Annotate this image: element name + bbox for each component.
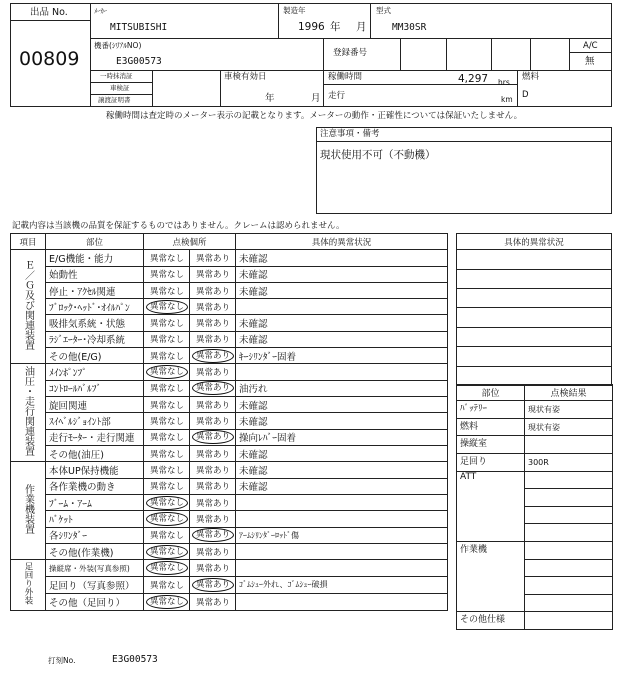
check-normal	[144, 413, 190, 429]
check-abnormal	[190, 593, 236, 610]
check-abnormal-text: 異常あり	[192, 528, 234, 542]
group-label-text: 油圧・走行関連装置	[22, 366, 34, 457]
result-table	[456, 384, 613, 630]
part-cell: 旋回関連	[46, 397, 144, 413]
registration-label: 登録番号	[333, 48, 368, 58]
col-item-header: 項目	[11, 234, 46, 250]
check-normal	[144, 462, 190, 478]
table-row	[11, 380, 448, 396]
notes-label: 注意事項・備考	[320, 129, 380, 139]
result-value-cell	[525, 594, 613, 612]
hours-label: 稼働時間	[328, 72, 363, 82]
table-row	[11, 282, 448, 298]
detail-empty-cell	[457, 269, 612, 288]
check-abnormal-text: 異常あり	[196, 597, 231, 608]
check-abnormal-text: 異常あり	[196, 498, 231, 509]
result-value-cell	[525, 471, 613, 489]
detail-cell: 未確認	[236, 331, 448, 347]
group-label-text: Ｅ／Ｇ及び関連装置	[22, 260, 34, 351]
detail-cell	[236, 364, 448, 380]
check-normal-text: 異常なし	[146, 561, 188, 575]
detail-cell: 未確認	[236, 413, 448, 429]
check-normal-text: 異常なし	[146, 300, 188, 314]
detail-cell: 未確認	[236, 462, 448, 478]
result-value-header: 点検結果	[525, 385, 613, 401]
detail-cell: 操向ﾚﾊﾞｰ固着	[236, 429, 448, 445]
detail-empty-cell	[457, 289, 612, 308]
group-label-text: 足回り外装	[23, 562, 33, 605]
check-abnormal	[190, 299, 236, 315]
lot-label: 出品 No.	[30, 7, 68, 18]
check-abnormal	[190, 266, 236, 282]
check-normal	[144, 478, 190, 494]
check-abnormal	[190, 462, 236, 478]
check-normal-text: 異常なし	[146, 365, 188, 379]
check-abnormal-text: 異常あり	[196, 466, 231, 477]
result-row	[457, 436, 613, 454]
table-row	[11, 462, 448, 478]
year-unit: 年	[330, 21, 341, 33]
group-label	[11, 560, 46, 611]
check-normal-text: 異常なし	[150, 482, 185, 493]
check-normal	[144, 560, 190, 577]
check-abnormal-text: 異常あり	[196, 270, 231, 281]
year-label: 製造年	[283, 6, 306, 15]
check-normal-text: 異常なし	[150, 449, 185, 460]
table-row	[11, 511, 448, 527]
mileage-label: 走行	[328, 91, 346, 101]
part-cell: E/G機能・能力	[46, 250, 144, 266]
inspection-year: 年	[265, 93, 275, 104]
serial-label: 機番(ｼﾘｱﾙNO)	[94, 41, 142, 50]
check-abnormal-text: 異常あり	[196, 482, 231, 493]
detail-row	[457, 308, 612, 327]
check-abnormal	[190, 397, 236, 413]
check-abnormal-text: 異常あり	[196, 286, 231, 297]
check-abnormal-text: 異常あり	[196, 449, 231, 460]
part-cell: ｽｲﾍﾞﾙｼﾞｮｲﾝﾄ部	[46, 413, 144, 429]
part-cell: 走行ﾓｰﾀｰ・走行関連	[46, 429, 144, 445]
serial-value: E3G00573	[116, 56, 162, 67]
table-row	[11, 446, 448, 462]
check-normal-text: 異常なし	[150, 531, 185, 542]
table-row	[11, 331, 448, 347]
part-cell: ﾌﾞﾛｯｸ･ﾍｯﾄﾞ･ｵｲﾙﾊﾟﾝ	[46, 299, 144, 315]
detail-cell	[236, 593, 448, 610]
ac-value: 無	[585, 56, 595, 67]
check-normal-text: 異常なし	[150, 417, 185, 428]
check-abnormal	[190, 576, 236, 593]
detail-row	[457, 289, 612, 308]
check-abnormal-text: 異常あり	[192, 349, 234, 363]
check-normal-text: 異常なし	[146, 496, 188, 510]
detail-cell: 未確認	[236, 446, 448, 462]
check-normal-text: 異常なし	[150, 384, 185, 395]
table-row	[11, 315, 448, 331]
result-value-cell	[525, 489, 613, 507]
check-abnormal-text: 異常あり	[192, 578, 234, 592]
hours-value: 4,297	[458, 73, 489, 85]
result-value-cell	[525, 542, 613, 560]
year-value: 1996	[298, 21, 325, 33]
check-abnormal	[190, 315, 236, 331]
check-normal	[144, 527, 190, 543]
check-abnormal	[190, 282, 236, 298]
result-row	[457, 401, 613, 419]
check-abnormal	[190, 250, 236, 266]
table-row	[11, 560, 448, 577]
part-cell: ﾗｼﾞｴｰﾀｰ･冷却系統	[46, 331, 144, 347]
check-normal	[144, 250, 190, 266]
result-part-cell: 足回り	[457, 454, 525, 472]
table-row	[11, 494, 448, 510]
check-normal-text: 異常なし	[146, 512, 188, 526]
detail-cell: 未確認	[236, 250, 448, 266]
inspection-label: 車検有効日	[224, 72, 267, 82]
result-value-cell: 現状有姿	[525, 401, 613, 419]
check-abnormal	[190, 348, 236, 364]
part-cell: 各作業機の動き	[46, 478, 144, 494]
detail-cell	[236, 511, 448, 527]
check-normal-text: 異常なし	[150, 466, 185, 477]
part-cell: 停止・ｱｸｾﾙ関連	[46, 282, 144, 298]
result-value-cell: 300R	[525, 454, 613, 472]
result-part-cell: ﾊﾞｯﾃﾘｰ	[457, 401, 525, 419]
part-cell: 始動性	[46, 266, 144, 282]
check-normal-text: 異常なし	[150, 400, 185, 411]
check-normal-text: 異常なし	[150, 253, 185, 264]
check-normal	[144, 593, 190, 610]
part-cell: 各ｼﾘﾝﾀﾞｰ	[46, 527, 144, 543]
check-normal	[144, 543, 190, 559]
check-normal	[144, 266, 190, 282]
check-normal	[144, 511, 190, 527]
check-abnormal-text: 異常あり	[196, 417, 231, 428]
part-cell: その他(油圧)	[46, 446, 144, 462]
check-normal	[144, 364, 190, 380]
check-normal-text: 異常なし	[150, 286, 185, 297]
col-detail-header: 具体的異常状況	[236, 234, 448, 250]
result-value-cell	[525, 436, 613, 454]
check-abnormal-text: 異常あり	[196, 253, 231, 264]
detail-empty-cell	[457, 308, 612, 327]
result-row	[457, 471, 613, 489]
table-row	[11, 364, 448, 380]
result-row	[457, 418, 613, 436]
detail-row	[457, 250, 612, 269]
detail-row	[457, 347, 612, 366]
ac-label: A/C	[583, 41, 598, 51]
model-label: 型式	[376, 6, 391, 15]
table-row	[11, 266, 448, 282]
check-abnormal-text: 異常あり	[196, 514, 231, 525]
detail-cell: 未確認	[236, 478, 448, 494]
inspection-month: 月	[311, 93, 321, 104]
group-label	[11, 250, 46, 364]
check-abnormal-text: 異常あり	[196, 564, 231, 575]
col-check-header: 点検個所	[144, 234, 236, 250]
detail-header: 具体的異常状況	[457, 234, 612, 250]
detail-row	[457, 269, 612, 288]
temp-cert-label: 一時抹消証	[100, 72, 133, 80]
part-cell: 足回り（写真参照）	[46, 576, 144, 593]
check-normal-text: 異常なし	[150, 270, 185, 281]
check-abnormal-text: 異常あり	[196, 319, 231, 330]
check-normal-text: 異常なし	[146, 595, 188, 609]
check-normal-text: 異常なし	[150, 319, 185, 330]
table-row	[11, 527, 448, 543]
detail-row	[457, 366, 612, 385]
detail-empty-cell	[457, 327, 612, 346]
check-normal	[144, 348, 190, 364]
table-row	[11, 413, 448, 429]
part-cell: ﾌﾞｰﾑ・ｱｰﾑ	[46, 494, 144, 510]
model-value: MM30SR	[392, 22, 427, 33]
table-row	[11, 299, 448, 315]
check-abnormal-text: 異常あり	[192, 381, 234, 395]
check-normal-text: 異常なし	[150, 580, 185, 591]
table-row	[11, 250, 448, 266]
check-abnormal	[190, 478, 236, 494]
check-abnormal	[190, 380, 236, 396]
notes-value: 現状使用不可（不動機）	[320, 149, 436, 161]
check-abnormal	[190, 364, 236, 380]
vehicle-cert-label: 車検証	[110, 84, 130, 92]
table-row	[11, 478, 448, 494]
km-unit: km	[501, 95, 513, 104]
detail-cell: 未確認	[236, 397, 448, 413]
check-normal-text: 異常なし	[150, 335, 185, 346]
detail-table	[456, 233, 612, 386]
maker-value: MITSUBISHI	[110, 22, 168, 33]
result-value-cell	[525, 612, 613, 630]
part-cell: 本体UP保持機能	[46, 462, 144, 478]
result-value-cell	[525, 577, 613, 595]
check-abnormal	[190, 527, 236, 543]
check-normal	[144, 429, 190, 445]
result-value-cell	[525, 524, 613, 542]
maker-label: ﾒｰｶｰ	[94, 7, 107, 15]
group-label-text: 作業機装置	[22, 484, 34, 535]
col-part-header: 部位	[46, 234, 144, 250]
detail-row	[457, 327, 612, 346]
check-normal	[144, 315, 190, 331]
part-cell: その他(作業機)	[46, 543, 144, 559]
table-row	[11, 429, 448, 445]
table-row	[11, 593, 448, 610]
part-cell: 操縦席・外装(写真参照)	[46, 560, 144, 577]
result-row	[457, 542, 613, 560]
inspection-header-row	[11, 234, 448, 250]
result-part-cell: その他仕様	[457, 612, 525, 630]
detail-cell	[236, 494, 448, 510]
check-normal-text: 異常なし	[150, 351, 185, 362]
group-label	[11, 462, 46, 560]
fuel-label: 燃料	[522, 72, 540, 82]
check-abnormal	[190, 446, 236, 462]
detail-empty-cell	[457, 366, 612, 385]
detail-cell	[236, 560, 448, 577]
result-part-cell: 燃料	[457, 418, 525, 436]
detail-cell: 油汚れ	[236, 380, 448, 396]
result-part-header: 部位	[457, 385, 525, 401]
detail-cell: ｱｰﾑｼﾘﾝﾀﾞｰﾛｯﾄﾞ傷	[236, 527, 448, 543]
part-cell: 吸排気系統・状態	[46, 315, 144, 331]
check-abnormal-text: 異常あり	[192, 430, 234, 444]
check-abnormal-text: 異常あり	[196, 335, 231, 346]
result-part-cell: 作業機	[457, 542, 525, 612]
check-normal	[144, 331, 190, 347]
result-row	[457, 612, 613, 630]
result-row	[457, 454, 613, 472]
check-normal	[144, 282, 190, 298]
detail-header-row	[457, 234, 612, 250]
check-normal-text: 異常なし	[146, 545, 188, 559]
check-normal	[144, 576, 190, 593]
check-abnormal	[190, 560, 236, 577]
check-normal	[144, 380, 190, 396]
check-abnormal-text: 異常あり	[196, 302, 231, 313]
result-part-cell: ATT	[457, 471, 525, 541]
check-abnormal	[190, 413, 236, 429]
result-value-cell	[525, 506, 613, 524]
result-value-cell	[525, 559, 613, 577]
part-cell: ｺﾝﾄﾛｰﾙﾊﾞﾙﾌﾞ	[46, 380, 144, 396]
check-normal	[144, 397, 190, 413]
detail-cell	[236, 543, 448, 559]
detail-cell: ｷｰｼﾘﾝﾀﾞｰ固着	[236, 348, 448, 364]
check-normal	[144, 299, 190, 315]
table-row	[11, 348, 448, 364]
detail-cell: 未確認	[236, 266, 448, 282]
check-abnormal-text: 異常あり	[196, 400, 231, 411]
check-normal	[144, 446, 190, 462]
check-abnormal-text: 異常あり	[196, 368, 231, 379]
table-row	[11, 576, 448, 593]
fuel-value: D	[522, 90, 529, 100]
hours-unit: hrs	[498, 78, 510, 87]
inspection-table	[10, 233, 448, 611]
check-normal-text: 異常なし	[150, 433, 185, 444]
part-cell: ﾒｲﾝﾎﾟﾝﾌﾟ	[46, 364, 144, 380]
check-abnormal	[190, 429, 236, 445]
detail-empty-cell	[457, 250, 612, 269]
detail-cell: ｺﾞﾑｼｭｰ外れ、ｺﾞﾑｼｭｰ破損	[236, 576, 448, 593]
detail-cell: 未確認	[236, 315, 448, 331]
disclaimer-quality: 記載内容は当該機の品質を保証するものではありません。クレームは認められません。	[12, 221, 345, 231]
group-label	[11, 364, 46, 462]
result-value-cell: 現状有姿	[525, 418, 613, 436]
stamp-value: E3G00573	[112, 654, 158, 665]
result-part-cell: 操縦室	[457, 436, 525, 454]
check-abnormal	[190, 511, 236, 527]
disclaimer-hours: 稼働時間は査定時のメーター表示の記載となります。メーターの動作・正確性については保証いたしません。	[106, 111, 523, 121]
detail-cell	[236, 299, 448, 315]
check-normal	[144, 494, 190, 510]
part-cell: その他(E/G)	[46, 348, 144, 364]
check-abnormal-text: 異常あり	[196, 547, 231, 558]
part-cell: ﾊﾞｹｯﾄ	[46, 511, 144, 527]
part-cell: その他（足回り）	[46, 593, 144, 610]
check-abnormal	[190, 494, 236, 510]
lot-number: 00809	[19, 48, 80, 70]
month-unit: 月	[356, 21, 367, 33]
stamp-label: 打刻No.	[48, 656, 76, 665]
transfer-cert-label: 譲渡証明書	[98, 96, 131, 104]
check-abnormal	[190, 543, 236, 559]
detail-cell: 未確認	[236, 282, 448, 298]
table-row	[11, 543, 448, 559]
result-header-row	[457, 385, 613, 401]
detail-empty-cell	[457, 347, 612, 366]
table-row	[11, 397, 448, 413]
check-abnormal	[190, 331, 236, 347]
